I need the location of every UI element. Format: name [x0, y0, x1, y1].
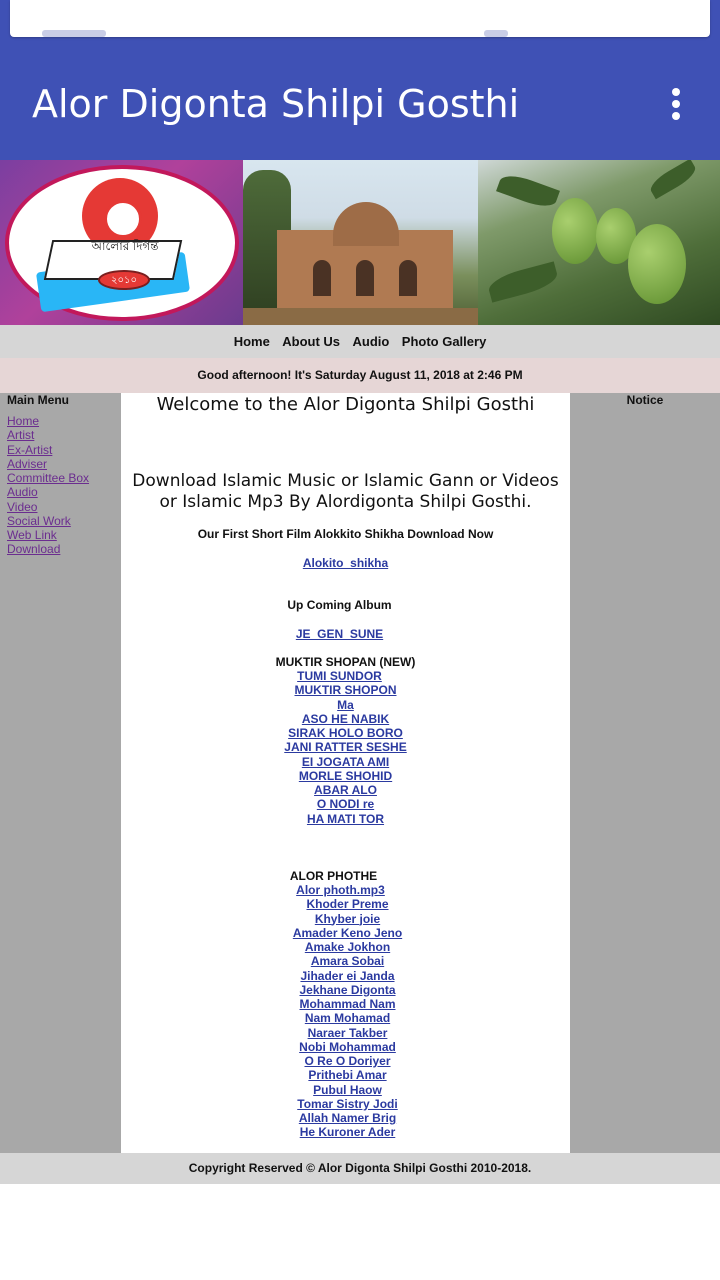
upcoming-album-link[interactable]: JE_GEN_SUNE: [295, 627, 384, 641]
track-link[interactable]: O NODI re: [316, 797, 375, 812]
track-link[interactable]: MUKTIR SHOPON: [294, 683, 397, 698]
track-link[interactable]: Jihader ei Janda: [300, 968, 395, 983]
search-card[interactable]: [10, 0, 710, 37]
footer-copyright: Copyright Reserved © Alor Digonta Shilpi Gosthi 2010-2018.: [0, 1153, 720, 1184]
main-menu-list: [7, 414, 89, 557]
greeting-bar: Good afternoon! It's Saturday August 11, 2018 at 2:46 PM: [0, 358, 720, 393]
track-link[interactable]: Prithebi Amar: [308, 1068, 387, 1083]
track-link[interactable]: Jekhane Digonta: [299, 982, 396, 997]
track-link[interactable]: MORLE SHOHID: [298, 768, 393, 783]
logo-text: আলোর দিগন্ত: [91, 239, 159, 253]
sidebar-item-video[interactable]: Video: [7, 499, 38, 514]
track-link[interactable]: ASO HE NABIK: [301, 711, 390, 726]
track-link[interactable]: Amara Sobai: [310, 954, 385, 969]
top-strip: [0, 0, 720, 48]
site-logo: [0, 160, 243, 325]
notice-title: Notice: [626, 393, 664, 407]
top-nav: [0, 325, 720, 358]
nav-audio[interactable]: Audio: [352, 334, 390, 349]
short-film-label: Our First Short Film Alokkito Shikha Download Now: [197, 527, 494, 541]
track-link[interactable]: TUMI SUNDOR: [297, 669, 382, 683]
sidebar-item-adviser[interactable]: Adviser: [7, 456, 48, 471]
track-link[interactable]: Ma: [337, 697, 354, 712]
main-content: [121, 393, 570, 1153]
track-link[interactable]: SIRAK HOLO BORO: [288, 726, 403, 740]
track-link[interactable]: Alor photh.mp3: [296, 883, 385, 897]
track-link[interactable]: ABAR ALO: [314, 783, 377, 797]
search-card-placeholder: [42, 30, 106, 37]
download-heading: Download Islamic Music or Islamic Gann or Videos or Islamic Mp3 By Alordigonta Shilpi Gosthi.: [132, 471, 559, 512]
app-title: Alor Digonta Shilpi Gosthi: [32, 82, 520, 126]
banner-mosque-photo: [243, 160, 478, 325]
main-menu-title: Main Menu: [7, 393, 69, 407]
track-link[interactable]: Amader Keno Jeno: [292, 925, 403, 940]
nav-photo-gallery[interactable]: Photo Gallery: [401, 334, 487, 349]
track-link[interactable]: EI JOGATA AMI: [301, 754, 390, 769]
header-banner: [0, 160, 720, 325]
sidebar-item-ex-artist[interactable]: Ex-Artist: [7, 442, 53, 457]
sidebar-item-artist[interactable]: Artist: [7, 428, 35, 443]
search-card-icon: [484, 30, 508, 37]
track-link[interactable]: JANI RATTER SESHE: [284, 740, 407, 755]
track-link[interactable]: Naraer Takber: [307, 1025, 388, 1040]
short-film-link[interactable]: Alokito_shikha: [302, 556, 389, 570]
right-sidebar: [570, 393, 720, 1153]
logo-year: ২০১০: [111, 275, 137, 286]
track-link[interactable]: Pubul Haow: [313, 1082, 382, 1097]
more-options-icon[interactable]: [666, 86, 686, 122]
track-link[interactable]: Tomar Sistry Jodi: [297, 1096, 398, 1111]
nav-about-us[interactable]: About Us: [282, 334, 341, 349]
track-link[interactable]: Mohammad Nam: [299, 997, 396, 1011]
album-muktir-shopan-title: MUKTIR SHOPAN (NEW): [275, 655, 416, 669]
welcome-heading: Welcome to the Alor Digonta Shilpi Gosthi: [156, 394, 535, 415]
track-link[interactable]: HA MATI TOR: [306, 811, 385, 826]
sidebar-item-web-link[interactable]: Web Link: [7, 528, 57, 542]
track-link[interactable]: Nam Mohamad: [304, 1011, 391, 1026]
track-link[interactable]: Khoder Preme: [306, 897, 389, 912]
track-link[interactable]: Nobi Mohammad: [299, 1039, 396, 1054]
sidebar-item-download[interactable]: Download: [7, 542, 61, 557]
sidebar-item-social-work[interactable]: Social Work: [7, 513, 71, 528]
album-muktir-shopan-tracks: [121, 669, 570, 826]
track-link[interactable]: Allah Namer Brig: [298, 1111, 397, 1125]
album-alor-phothe-tracks: [123, 883, 572, 1140]
nav-home[interactable]: Home: [233, 334, 270, 349]
sidebar-item-audio[interactable]: Audio: [7, 485, 38, 500]
upcoming-album-label: Up Coming Album: [287, 598, 392, 612]
track-link[interactable]: He Kuroner Ader: [299, 1125, 396, 1140]
banner-mango-photo: [478, 160, 720, 325]
left-sidebar: [0, 393, 121, 1153]
album-alor-phothe-title: ALOR PHOTHE: [289, 869, 378, 883]
track-link[interactable]: Amake Jokhon: [304, 940, 391, 954]
sidebar-item-home[interactable]: Home: [7, 414, 40, 428]
sidebar-item-committee-box[interactable]: Committee Box: [7, 471, 90, 485]
track-link[interactable]: O Re O Doriyer: [304, 1054, 391, 1068]
track-link[interactable]: Khyber joie: [314, 911, 381, 926]
